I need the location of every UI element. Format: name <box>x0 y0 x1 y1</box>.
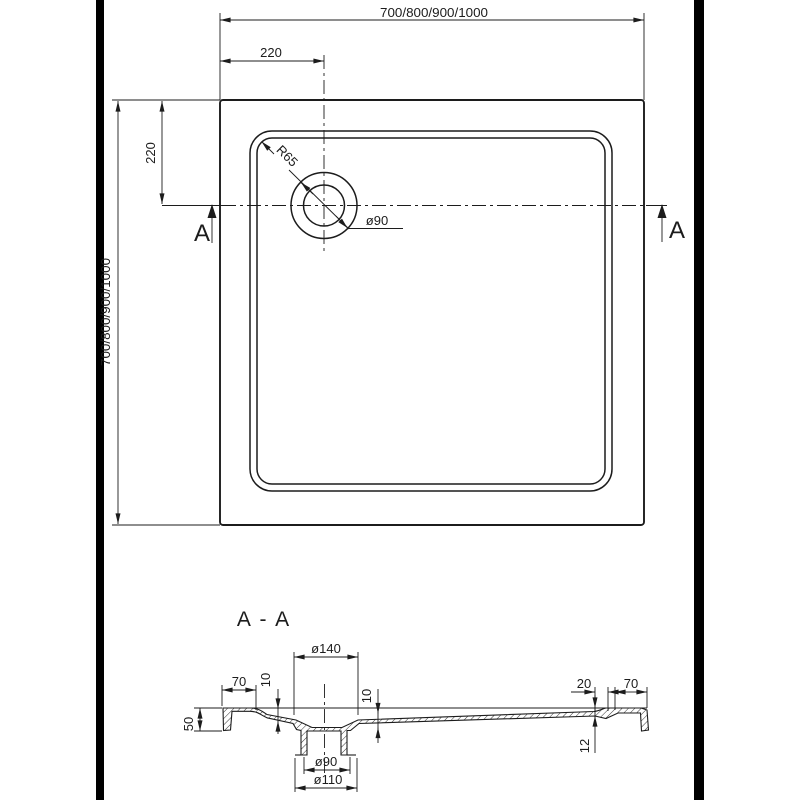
dim-drain-diameter <box>289 170 403 229</box>
section-letter-left: A <box>193 220 211 247</box>
dim-drain-offset-top <box>220 45 324 61</box>
left-frame-bar <box>96 0 104 800</box>
dim-recess-diameter <box>294 641 358 715</box>
dim-label-left-depth: 10 <box>258 672 273 688</box>
dim-label-drain-offset-side: 220 <box>143 142 158 164</box>
dim-label-total-height: 50 <box>181 716 196 732</box>
dim-label-drain-hole: ø90 <box>314 754 338 769</box>
section-arrow-right-icon <box>658 204 667 218</box>
section-arrow-left-icon <box>208 204 217 218</box>
dim-label-right-flange: 70 <box>623 676 639 691</box>
dim-label-left-flange: 70 <box>231 674 247 689</box>
dim-label-right-step: 20 <box>576 676 592 691</box>
tray-outline <box>220 100 644 525</box>
section-view <box>181 608 649 792</box>
dim-label-drain-offset-top: 220 <box>260 45 282 60</box>
dim-label-top-width: 700/800/900/1000 <box>380 5 488 20</box>
right-frame-bar <box>694 0 704 800</box>
dim-label-corner-radius: R65 <box>273 142 301 170</box>
dim-right-skirt <box>577 695 595 753</box>
dim-label-side-height: 700/800/900/1000 <box>98 261 113 366</box>
section-letter-right: A <box>668 217 686 244</box>
dim-label-recess-diameter: ø140 <box>311 641 341 656</box>
dim-right-step <box>571 676 620 712</box>
top-view <box>98 5 685 525</box>
dim-label-drain-diameter: ø90 <box>365 213 389 228</box>
dim-drain-hole <box>304 754 350 774</box>
callout-corner-radius <box>262 142 301 170</box>
dim-label-right-skirt: 12 <box>577 738 592 754</box>
dim-side-height <box>98 100 220 525</box>
section-marker-right <box>658 204 686 244</box>
section-title: A - A <box>236 608 292 631</box>
dim-left-flange <box>222 674 256 710</box>
dim-left-depth <box>258 673 278 734</box>
dim-right-flange <box>615 676 647 710</box>
dim-total-height <box>181 708 222 731</box>
section-marker-left <box>194 204 217 247</box>
dim-label-right-depth: 10 <box>359 688 374 704</box>
dim-right-depth <box>359 689 378 743</box>
dim-drain-offset-side <box>143 101 162 204</box>
dim-label-drain-flange: ø110 <box>313 772 343 787</box>
dim-top-width <box>220 5 644 100</box>
